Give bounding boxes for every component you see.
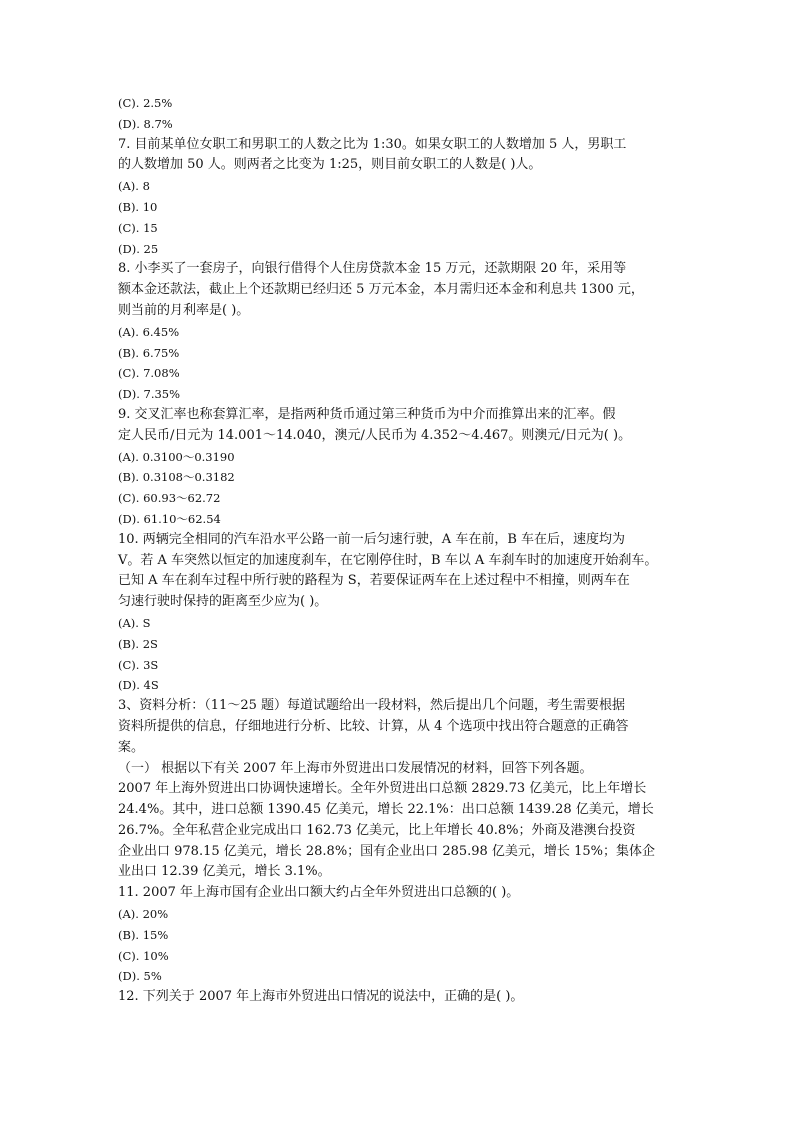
question-text-line: 26.7%。全年私营企业完成出口 162.73 亿美元，比上年增长 40.8%；外商及港澳台投资	[118, 822, 636, 838]
question-text-line: 匀速行驶时保持的距离至少应为( )。	[118, 594, 328, 610]
question-text-line: 案。	[118, 739, 145, 755]
answer-option-line: (C). 7.08%	[118, 366, 180, 381]
question-text-line: 3、资料分析：（11～25 题）每道试题给出一段材料，然后提出几个问题，考生需要根据	[118, 698, 625, 714]
question-text-line: 定人民币/日元为 14.001～14.040，澳元/人民币为 4.352～4.467。则澳元/日元为( )。	[118, 427, 632, 443]
question-text-line: 资料所提供的信息，仔细地进行分析、比较、计算，从 4 个选项中找出符合题意的正确答	[118, 718, 629, 734]
answer-option-line: (B). 10	[118, 199, 158, 214]
question-text-line: 2007 年上海外贸进出口协调快速增长。全年外贸进出口总额 2829.73 亿美元，比上年增长	[118, 781, 647, 797]
answer-option-line: (A). S	[118, 615, 151, 630]
question-text-line: V。若 A 车突然以恒定的加速度刹车，在它刚停住时，B 车以 A 车刹车时的加速度开始刹车。	[118, 552, 658, 568]
question-text-line: 则当前的月利率是( )。	[118, 302, 250, 318]
question-text-line: （一） 根据以下有关 2007 年上海市外贸进出口发展情况的材料，回答下列各题。	[118, 760, 593, 776]
question-text-line: 的人数增加 50 人。则两者之比变为 1:25，则目前女职工的人数是( )人。	[118, 157, 542, 173]
answer-option-line: (D). 8.7%	[118, 116, 173, 131]
question-text-line: 11. 2007 年上海市国有企业出口额大约占全年外贸进出口总额的( )。	[118, 885, 520, 901]
question-text-line: 24.4%。其中，进口总额 1390.45 亿美元，增长 22.1%：出口总额 1439.28 亿美元，增长	[118, 802, 654, 818]
answer-option-line: (A). 20%	[118, 907, 169, 922]
answer-option-line: (D). 4S	[118, 678, 159, 693]
document-body	[118, 93, 678, 1008]
question-text-line: 7. 目前某单位女职工和男职工的人数之比为 1:30。如果女职工的人数增加 5 人，男职工	[118, 136, 627, 152]
answer-option-line: (C). 15	[118, 220, 158, 235]
answer-option-line: (B). 0.3108～0.3182	[118, 470, 235, 485]
answer-option-line: (A). 0.3100～0.3190	[118, 449, 235, 464]
answer-option-line: (D). 7.35%	[118, 387, 181, 402]
question-text-line: 9. 交叉汇率也称套算汇率，是指两种货币通过第三种货币为中介而推算出来的汇率。假	[118, 406, 616, 422]
question-text-line: 已知 A 车在刹车过程中所行驶的路程为 S，若要保证两车在上述过程中不相撞，则两车在	[118, 573, 630, 589]
question-text-line: 8. 小李买了一套房子，向银行借得个人住房贷款本金 15 万元，还款期限 20 年，采用等	[118, 261, 627, 277]
question-text-line: 业出口 12.39 亿美元，增长 3.1%。	[118, 864, 331, 880]
answer-option-line: (D). 61.10～62.54	[118, 511, 221, 526]
answer-option-line: (B). 15%	[118, 927, 169, 942]
answer-option-line: (A). 8	[118, 179, 150, 194]
question-text-line: 额本金还款法，截止上个还款期已经归还 5 万元本金，本月需归还本金和利息共 1300 元，	[118, 282, 644, 298]
answer-option-line: (C). 10%	[118, 948, 169, 963]
answer-option-line: (B). 6.75%	[118, 345, 180, 360]
answer-option-line: (C). 3S	[118, 657, 159, 672]
answer-option-line: (D). 5%	[118, 969, 162, 984]
answer-option-line: (C). 60.93～62.72	[118, 491, 221, 506]
question-text-line: 12. 下列关于 2007 年上海市外贸进出口情况的说法中，正确的是( )。	[118, 989, 524, 1005]
answer-option-line: (D). 25	[118, 241, 159, 256]
answer-option-line: (A). 6.45%	[118, 324, 180, 339]
answer-option-line: (C). 2.5%	[118, 96, 173, 110]
question-text-line: 企业出口 978.15 亿美元，增长 28.8%；国有企业出口 285.98 亿美元，增长 15%；集体企	[118, 843, 655, 859]
question-text-line: 10. 两辆完全相同的汽车沿水平公路一前一后匀速行驶，A 车在前，B 车在后，速度均为	[118, 531, 626, 547]
answer-option-line: (B). 2S	[118, 636, 158, 651]
